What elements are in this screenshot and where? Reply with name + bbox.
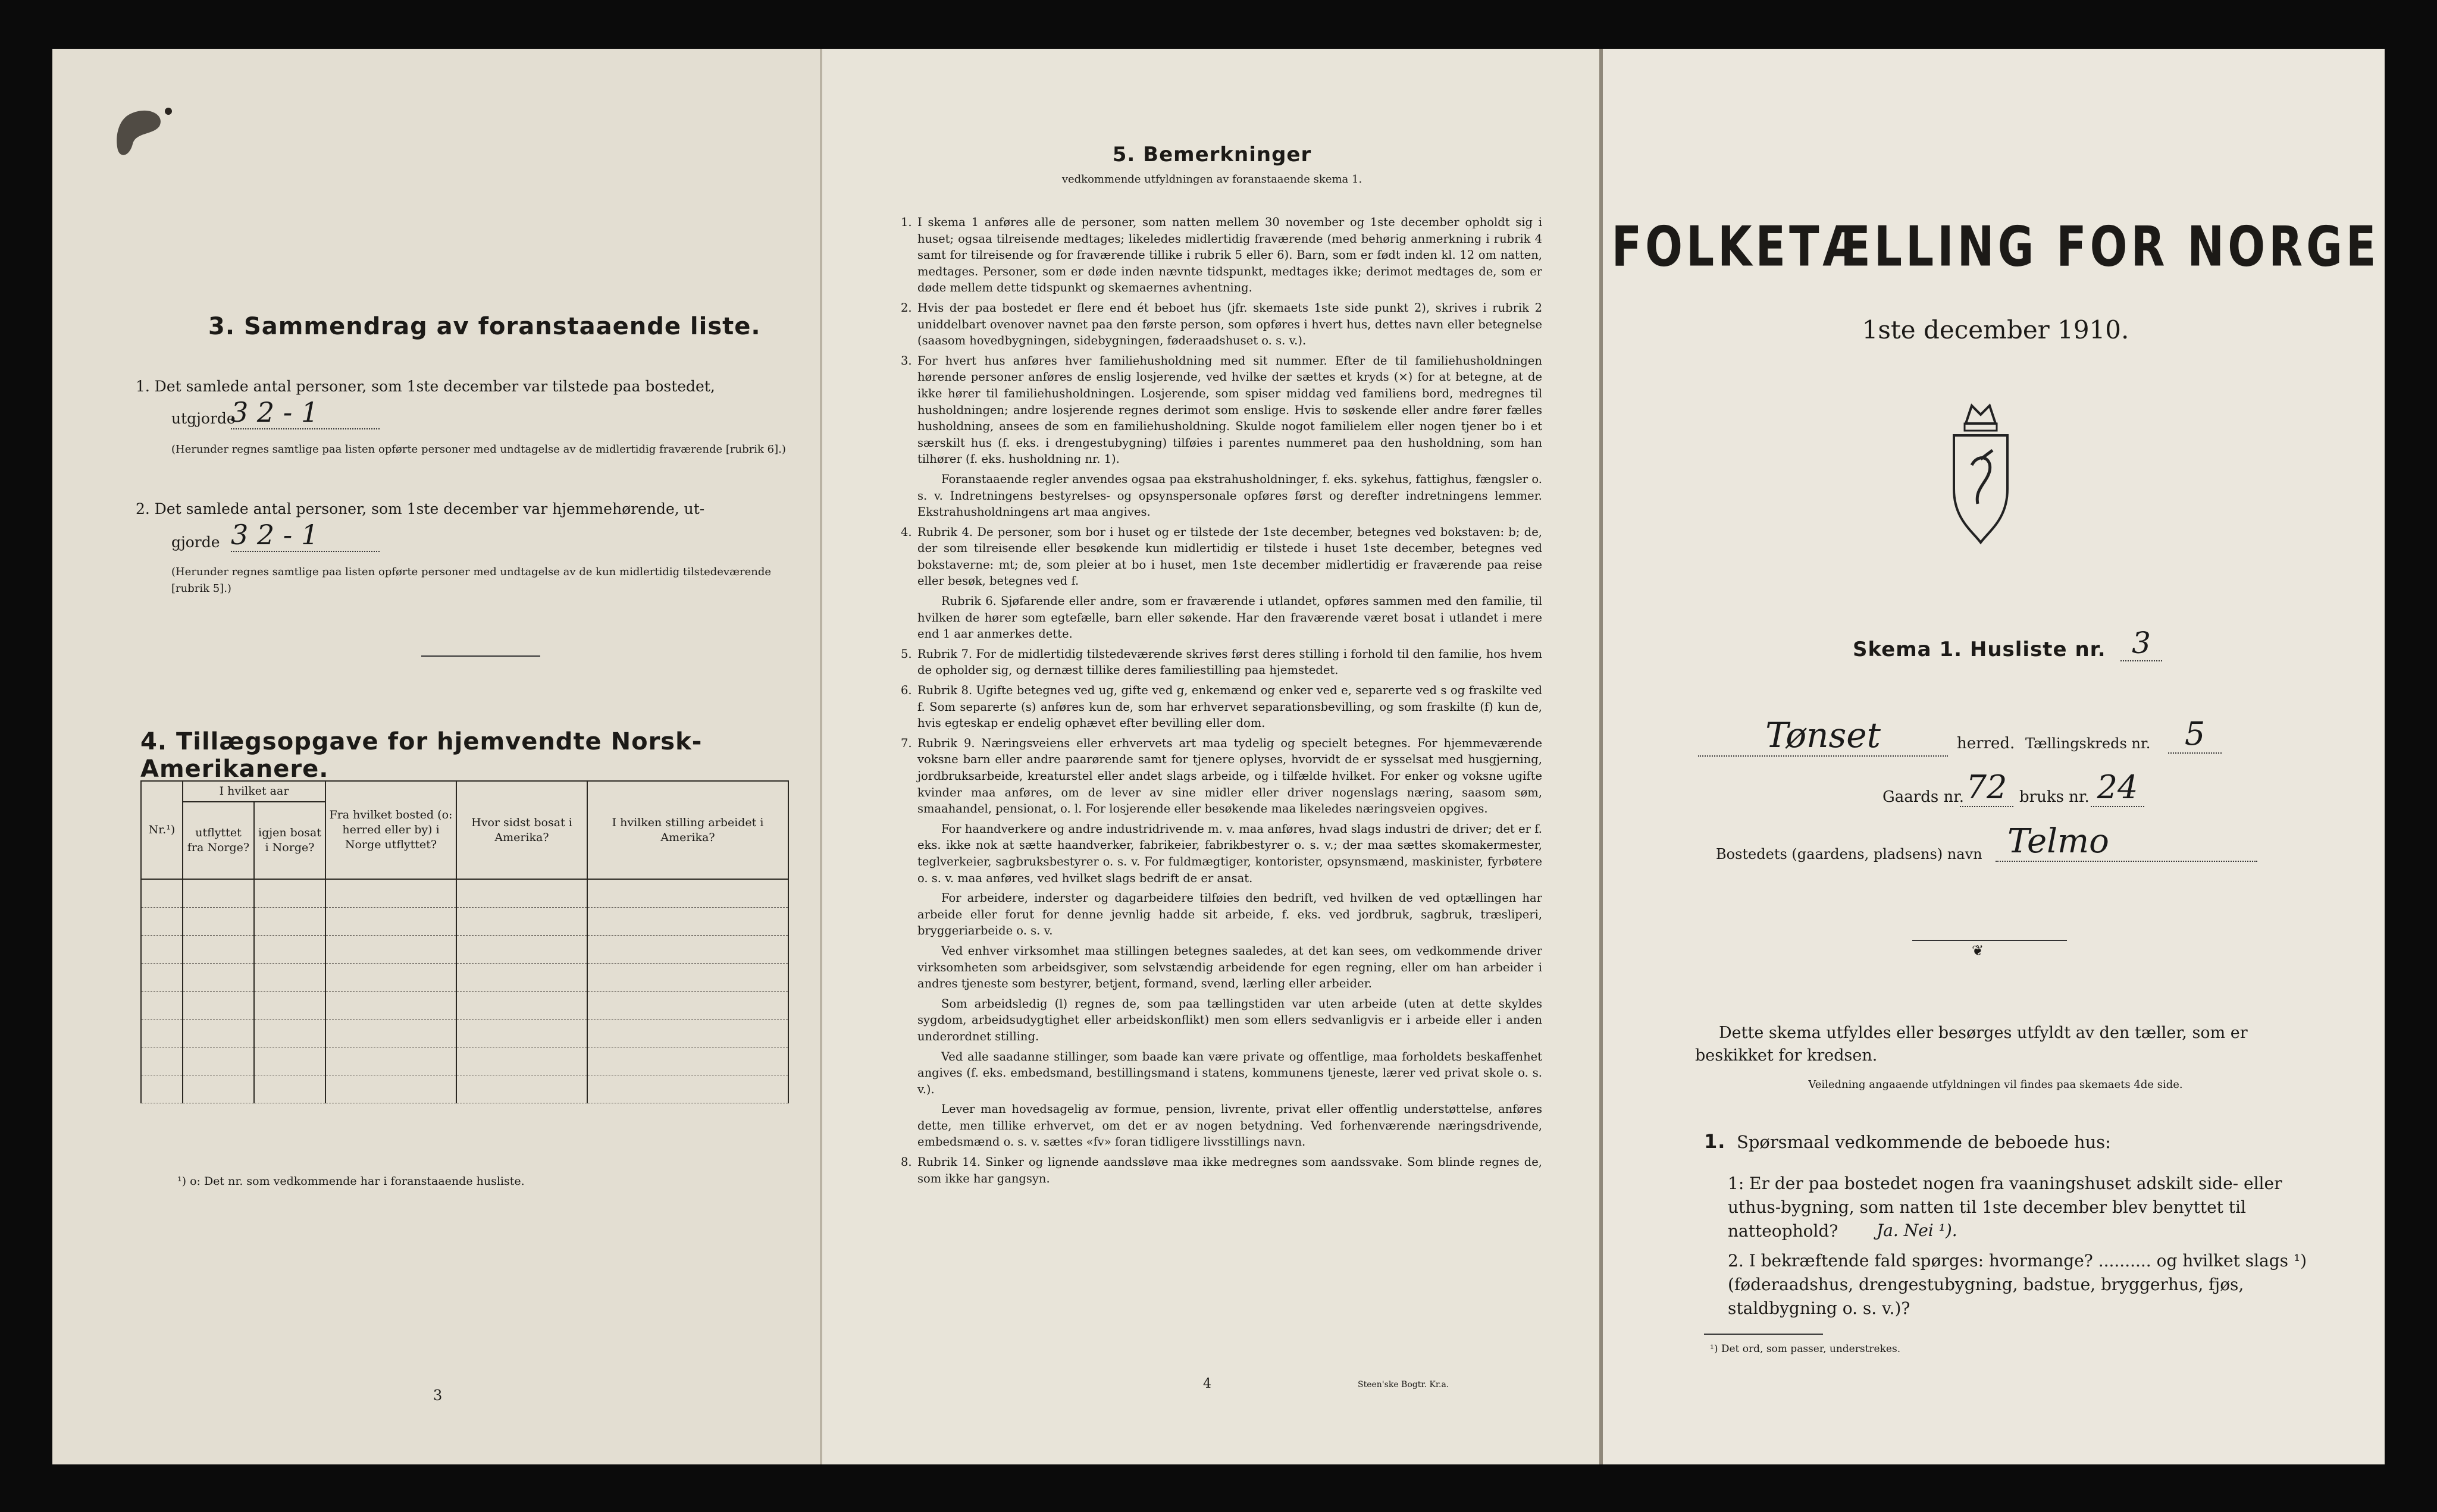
herred-label: herred. bbox=[1957, 735, 2015, 752]
page-number: 4 bbox=[1203, 1376, 1211, 1391]
divider bbox=[421, 655, 540, 657]
remarks-list bbox=[901, 214, 1542, 1190]
col-group-aar: I hvilket aar bbox=[183, 781, 325, 802]
taellingskreds-label: Tællingskreds nr. bbox=[2025, 735, 2151, 752]
col-igjen: igjen bosat i Norge? bbox=[254, 802, 325, 879]
section3-title: 3. Sammendrag av foranstaaende liste. bbox=[208, 313, 761, 340]
section4-title: 4. Tillægsopgave for hjemvendte Norsk-Amerikanere. bbox=[140, 728, 703, 783]
item2-prefix: gjorde bbox=[171, 534, 220, 551]
remark-item: 5. Rubrik 7. For de midlertidig tilstedeværende skrives først deres stilling i forhold til den familie, hos hvem de opholder sig, og dernæst tillike deres familiestilling paa hjemstedet. bbox=[901, 647, 1542, 677]
gaards-label: Gaards nr. bbox=[1882, 788, 1965, 806]
remark-item: Rubrik 6. Sjøfarende eller andre, som er fraværende i utlandet, opføres sammen med den familie, til hvilken de hører som egtefælle, barn eller søkende. Har den fraværende været bosat i utlandet i mere end 1 aar anmerkes dette. bbox=[917, 594, 1542, 641]
item2-text: 2. Det samlede antal personer, som 1ste december var hjemmehørende, ut- bbox=[136, 500, 705, 517]
remarks-subtitle: vedkommende utfyldningen av foranstaaende skema 1. bbox=[1061, 173, 1362, 186]
bosted-label: Bostedets (gaardens, pladsens) navn bbox=[1716, 846, 1982, 862]
middle-page bbox=[820, 49, 1599, 1464]
remark-item: 3. For hvert hus anføres hver familiehusholdning med sit nummer. Efter de til familiehusholdningen hørende personer anføres de enslig losjerende, ved hvilke der sættes et kryds (×) for at betegne, at de ikke hører til familiehusholdningen. Losjerende, som spiser middag ved familiens bord, medregnes til husholdningen; andre losjerende regnes derimot som enslige. Hvis to søskende eller andre fører fælles husholdning, ansees de som en familiehusholdning. Skulde nogot familielem eller nogen tjener bo i et særskilt hus (f. eks. i drengestubygning) tilføies i parentes nummeret paa den husholdning, som han tilhører (f. eks. husholdning nr. 1). bbox=[901, 353, 1542, 466]
table-row bbox=[141, 964, 788, 992]
table-row bbox=[141, 879, 788, 908]
remark-item: Ved enhver virksomhet maa stillingen betegnes saaledes, at det kan sees, om vedkommende driver virksomheten som arbeidsgiver, som selvstændig arbeidende for egen regning, eller om han arbeider i andres tjeneste som bestyrer, betjent, formand, svend, lærling eller arbeider. bbox=[917, 943, 1542, 991]
item1-note: (Herunder regnes samtlige paa listen opførte personer med undtagelse av de midlertidig fraværende [rubrik 6].) bbox=[171, 443, 786, 456]
item1-prefix: utgjorde bbox=[171, 410, 236, 427]
census-title: FOLKETÆLLING FOR NORGE bbox=[1611, 215, 2380, 279]
question-1-answer: Ja. Nei ¹). bbox=[1877, 1221, 1957, 1240]
bruks-value: 24 bbox=[2091, 768, 2144, 807]
ink-stain-icon bbox=[112, 102, 183, 180]
census-date: 1ste december 1910. bbox=[1862, 315, 2129, 344]
col-stilling: I hvilken stilling arbeidet i Amerika? bbox=[587, 781, 788, 879]
bosted-value: Telmo bbox=[1996, 822, 2257, 862]
remark-item: Lever man hovedsagelig av formue, pension, livrente, privat eller offentlig understøttelse, anføres dette, men tillike erhvervet, om det er av nogen betydning. Ved forhenværende næringsdrivende, embedsmænd o. s. v. sættes «fv» foran tidligere livsstillings navn. bbox=[917, 1102, 1542, 1149]
herred-value: Tønset bbox=[1698, 715, 1948, 757]
item2-note: (Herunder regnes samtlige paa listen opførte personer med undtagelse av de kun midlertidig tilstedeværende [rubrik 5].) bbox=[171, 566, 772, 595]
gaards-value: 72 bbox=[1960, 768, 2013, 807]
col-utflyttet: utflyttet fra Norge? bbox=[183, 802, 254, 879]
remark-item: Foranstaaende regler anvendes ogsaa paa ekstrahusholdninger, f. eks. sykehus, fattighus, fængsler o. s. v. Indretningens bestyrelses- og opsynspersonale opføres først og derefter indretningens lemmer. Ekstrahusholdningens art maa angives. bbox=[917, 472, 1542, 519]
schema-label: Skema 1. Husliste nr. bbox=[1853, 638, 2106, 661]
table-row bbox=[141, 908, 788, 936]
remark-item: 1. I skema 1 anføres alle de personer, som natten mellem 30 november og 1ste december opholdt sig i huset; ogsaa tilreisende medtages; likeledes midlertidig fraværende (med behørig anmerkning i rubrik 4 samt for tilreisende og for fraværende tillike i rubrik 5 eller 6). Barn, som er født inden kl. 12 om natten, medtages. Personer, som er døde inden nævnte tidspunkt, medtages ikke; derimot medtages de, som er døde mellem dette tidspunkt og skemaernes avhentning. bbox=[901, 215, 1542, 295]
col-fra-hvilket: Fra hvilket bosted (o: herred eller by) i Norge utflyttet? bbox=[325, 781, 456, 879]
table-row bbox=[141, 936, 788, 964]
table-footnote: ¹) o: Det nr. som vedkommende har i foranstaaende husliste. bbox=[177, 1175, 525, 1188]
schema-number: 3 bbox=[2120, 626, 2162, 661]
remarks-title: 5. Bemerkninger bbox=[1112, 143, 1312, 167]
right-page bbox=[1599, 49, 2385, 1464]
printer-mark: Steen'ske Bogtr. Kr.a. bbox=[1358, 1380, 1449, 1389]
page-number: 3 bbox=[433, 1387, 443, 1404]
remark-item: For arbeidere, inderster og dagarbeidere tilføies den bedrift, ved hvilken de ved optællingen har arbeide eller forut for denne jevnlig hadde sit arbeide, f. eks. ved jordbruk, sagbruk, træsliperi, bryggeriarbeide o. s. v. bbox=[917, 891, 1542, 938]
item1-value: 3 2 - 1 bbox=[231, 396, 380, 429]
remark-item: For haandverkere og andre industridrivende m. v. maa anføres, hvad slags industri de driver; det er f. eks. ikke nok at sætte haandverker, fabrikeier, fabrikbestyrer o. s. v.; der maa sættes skomakermester, teglverkeier, sagbruksbestyrer o. s. v. For fuldmægtiger, kontorister, opsynsmænd, maskinister, fyrbøtere o. s. v. maa anføres, ved hvilket slags bedrift de er ansat. bbox=[917, 821, 1542, 885]
taellingskreds-value: 5 bbox=[2168, 715, 2222, 754]
footnote: ¹) Det ord, som passer, understrekes. bbox=[1710, 1343, 1901, 1355]
item1-text: 1. Det samlede antal personer, som 1ste december var tilstede paa bostedet, bbox=[136, 378, 715, 395]
table-row bbox=[141, 1075, 788, 1103]
col-hvor-sidst: Hvor sidst bosat i Amerika? bbox=[456, 781, 587, 879]
divider bbox=[1704, 1334, 1823, 1335]
question-heading-number: 1. bbox=[1704, 1130, 1726, 1153]
table-row bbox=[141, 1019, 788, 1047]
table-row bbox=[141, 1047, 788, 1075]
ornament-icon: ❦ bbox=[1972, 942, 1984, 959]
item2-value: 3 2 - 1 bbox=[231, 519, 380, 552]
table-row bbox=[141, 992, 788, 1019]
remark-item: Som arbeidsledig (l) regnes de, som paa tællingstiden var uten arbeide (uten at dette skyldes sygdom, arbeidsudygtighet eller arbeidskonflikt) men som ellers sedvanligvis er i arbeide eller i anden underordnet stilling. bbox=[917, 996, 1542, 1043]
question-1: 1: Er der paa bostedet nogen fra vaaningshuset adskilt side- eller uthus-bygning, som natten til 1ste december blev benyttet til natteophold? bbox=[1728, 1174, 2282, 1241]
remark-item: Ved alle saadanne stillinger, som baade kan være private og offentlige, maa forholdets beskaffenhet angives (f. eks. embedsmand, bestillingsmand i statens, kommunens tjeneste, lærer ved privat skole o. s. v.). bbox=[917, 1049, 1542, 1096]
question-heading: Spørsmaal vedkommende de beboede hus: bbox=[1737, 1132, 2111, 1152]
instruction-text: Dette skema utfyldes eller besørges utfyldt av den tæller, som er beskikket for kredsen. bbox=[1695, 1024, 2248, 1065]
remark-item: 4. Rubrik 4. De personer, som bor i huset og er tilstede der 1ste december, betegnes ved bokstaven: b; de, der som tilreisende eller besøkende kun midlertidig er tilstede i huset 1ste december, betegnes ved bokstaverne: mt; de, som pleier at bo i huset, men 1ste december midlertidig er fraværende paa reise eller besøk, betegnes ved f. bbox=[901, 525, 1542, 588]
divider bbox=[1912, 940, 2067, 941]
remark-item: 6. Rubrik 8. Ugifte betegnes ved ug, gifte ved g, enkemænd og enker ved e, separerte ved s og fraskilte ved f. Som separerte (s) anføres kun de, som har erhvervet separationsbevilling, og som fraskilte (f) kun de, hvis egteskap er endelig ophævet efter bevilling eller dom. bbox=[901, 683, 1542, 730]
remark-item: 8. Rubrik 14. Sinker og lignende aandssløve maa ikke medregnes som aandssvake. Som blinde regnes de, som ikke har gangsyn. bbox=[901, 1155, 1542, 1185]
remark-item: 2. Hvis der paa bostedet er flere end ét beboet hus (jfr. skemaets 1ste side punkt 2), skrives i rubrik 2 uniddelbart ovenover navnet paa den første person, som opføres i hvert hus, dettes navn eller betegnelse (saasom hovedbygningen, sidebygningen, føderaadshuset o. s. v.). bbox=[901, 300, 1542, 348]
guidance-text: Veiledning angaaende utfyldningen vil findes paa skemaets 4de side. bbox=[1808, 1078, 2183, 1091]
coat-of-arms-icon bbox=[1936, 400, 2025, 548]
col-nr: Nr.¹) bbox=[141, 781, 183, 879]
remark-item: 7. Rubrik 9. Næringsveiens eller erhvervets art maa tydelig og specielt betegnes. For hjemmeværende voksne barn eller andre paarørende samt for tjenere oplyses, hvorvidt de er sysselsat med husgjerning, jordbruksarbeide, kreaturstel eller andet slags arbeide, og i tilfælde hvilket. For enker og voksne ugifte kvinder maa anføres, om de lever av sine midler eller driver nogenslags næring, saasom søm, smaahandel, pensionat, o. l. For losjerende eller besøkende maa likeledes næringsveien opgives. bbox=[901, 736, 1542, 816]
question-2: 2. I bekræftende fald spørges: hvormange? .......... og hvilket slags ¹) (føderaadshus, drengestubygning, badstue, bryggerhus, fjøs, staldbygning o. s. v.)? bbox=[1728, 1251, 2307, 1318]
left-page bbox=[52, 49, 820, 1464]
bruks-label: bruks nr. bbox=[2019, 788, 2090, 806]
norsk-amerikanere-table bbox=[140, 780, 789, 1103]
